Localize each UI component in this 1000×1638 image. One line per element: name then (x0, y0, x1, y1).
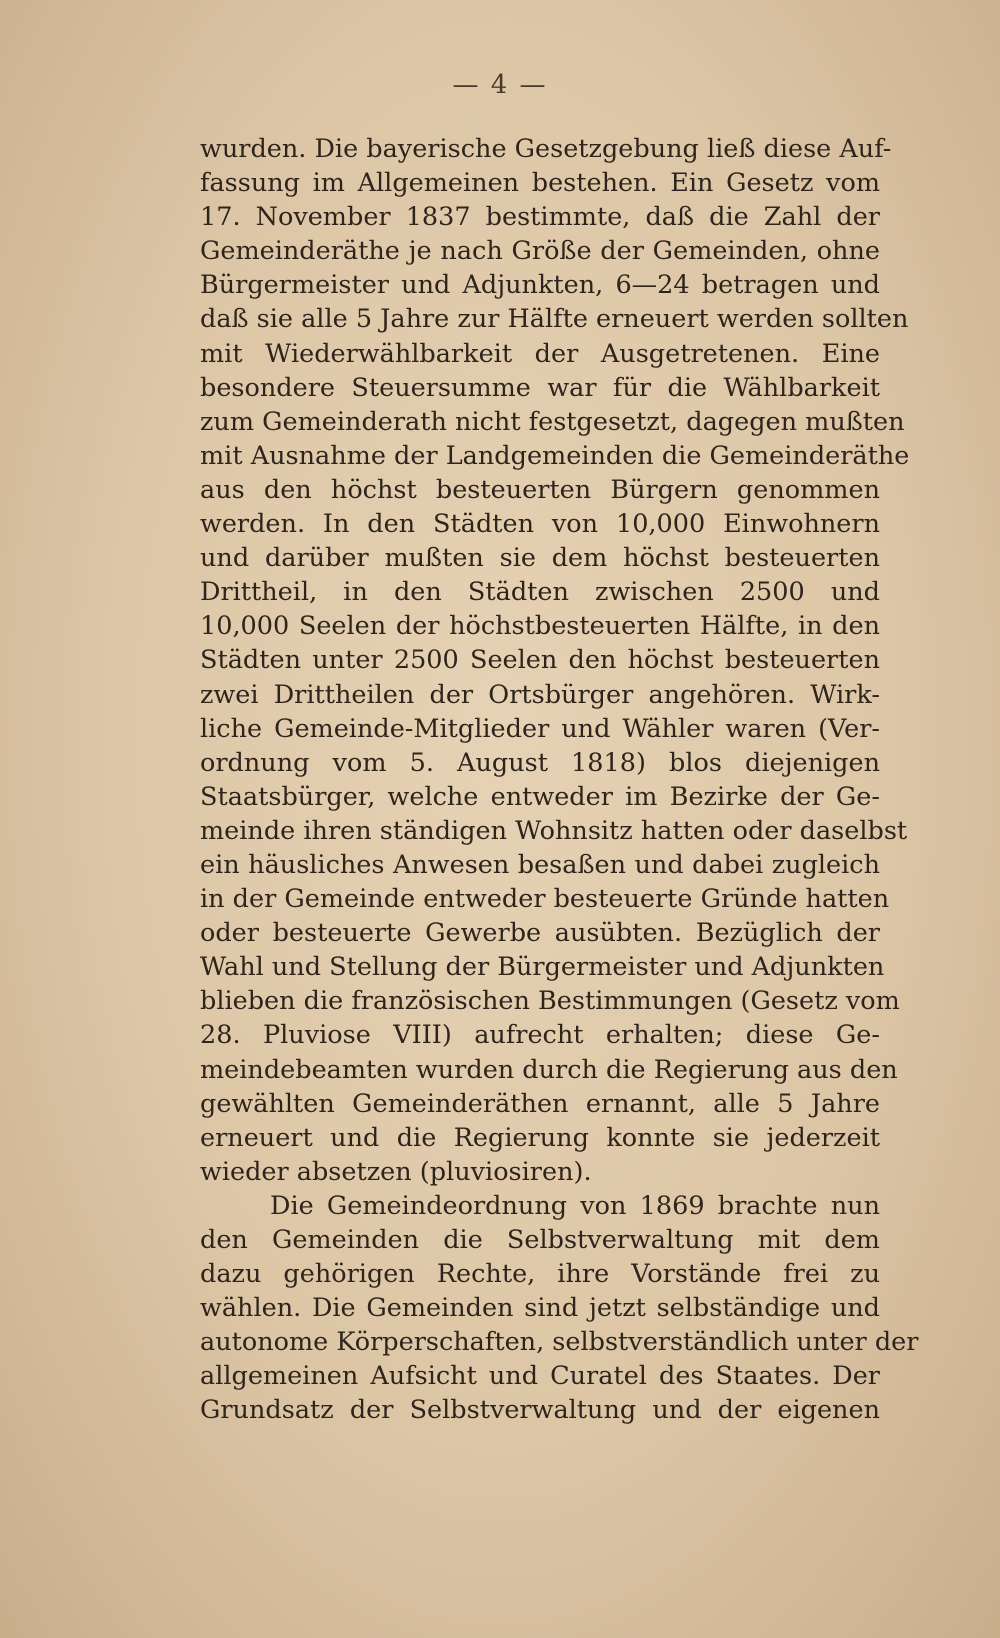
text-line: Drittheil, in den Städten zwischen 2500 und (200, 577, 880, 608)
text-line: liche Gemeinde-Mitglieder und Wähler waren (Ver- (200, 713, 880, 744)
text-line: zum Gemeinderath nicht festgesetzt, dagegen mußten (200, 406, 905, 437)
text-line: meindebeamten wurden durch die Regierung aus den (200, 1054, 898, 1085)
text-line: fassung im Allgemeinen bestehen. Ein Gesetz vom (200, 168, 880, 199)
text-line: erneuert und die Regierung konnte sie jederzeit (200, 1122, 880, 1153)
text-line: Staatsbürger, welche entweder im Bezirke der Ge- (200, 781, 880, 812)
text-line: den Gemeinden die Selbstverwaltung mit dem (200, 1225, 880, 1255)
text-line: wählen. Die Gemeinden sind jetzt selbständige und (200, 1293, 880, 1324)
text-line: 17. November 1837 bestimmte, daß die Zahl der (200, 202, 880, 233)
text-line: besondere Steuersumme war für die Wählbarkeit (200, 372, 880, 403)
text-line: Gemeinderäthe je nach Größe der Gemeinden, ohne (200, 236, 880, 267)
body-text (200, 132, 919, 1428)
text-line: gewählten Gemeinderäthen ernannt, alle 5 Jahre (200, 1088, 880, 1119)
text-line: dazu gehörigen Rechte, ihre Vorstände frei zu (200, 1259, 880, 1290)
text-line: oder besteuerte Gewerbe ausübten. Bezüglich der (200, 918, 880, 949)
text-line: ein häusliches Anwesen besaßen und dabei zugleich (200, 849, 880, 880)
text-line: ordnung vom 5. August 1818) blos diejenigen (200, 747, 880, 778)
text-line: mit Ausnahme der Landgemeinden die Gemeinderäthe (200, 440, 910, 471)
text-line: Städten unter 2500 Seelen den höchst besteuerten (200, 645, 880, 676)
text-line: allgemeinen Aufsicht und Curatel des Staates. Der (200, 1361, 880, 1392)
text-line: daß sie alle 5 Jahre zur Hälfte erneuert werden sollten (200, 304, 909, 335)
text-line: zwei Drittheilen der Ortsbürger angehören. Wirk- (200, 679, 880, 710)
text-line: werden. In den Städten von 10,000 Einwohnern (200, 509, 880, 540)
text-line: in der Gemeinde entweder besteuerte Gründe hatten (200, 884, 890, 915)
text-line: 10,000 Seelen der höchstbesteuerten Hälfte, in den (200, 611, 880, 642)
text-line: meinde ihren ständigen Wohnsitz hatten oder daselbst (200, 815, 908, 846)
text-line: 28. Pluviose VIII) aufrecht erhalten; diese Ge- (200, 1020, 880, 1051)
text-line: Wahl und Stellung der Bürgermeister und Adjunkten (200, 952, 885, 983)
text-line: Grundsatz der Selbstverwaltung und der eigenen (200, 1395, 880, 1426)
text-line: wurden. Die bayerische Gesetzgebung ließ diese Auf- (200, 134, 892, 164)
text-line: aus den höchst besteuerten Bürgern genommen (200, 474, 880, 505)
text-line: Die Gemeindeordnung von 1869 brachte nun (270, 1190, 880, 1221)
text-line: Bürgermeister und Adjunkten, 6—24 betragen und (200, 270, 880, 301)
text-line: autonome Körperschaften, selbstverständlich unter der (200, 1327, 919, 1358)
text-line: und darüber mußten sie dem höchst besteuerten (200, 543, 880, 574)
text-line: wieder absetzen (pluviosiren). (200, 1156, 592, 1187)
text-line: mit Wiederwählbarkeit der Ausgetretenen. Eine (200, 338, 880, 369)
page-number: — 4 — (452, 70, 548, 100)
text-line: blieben die französischen Bestimmungen (Gesetz vom (200, 986, 900, 1017)
